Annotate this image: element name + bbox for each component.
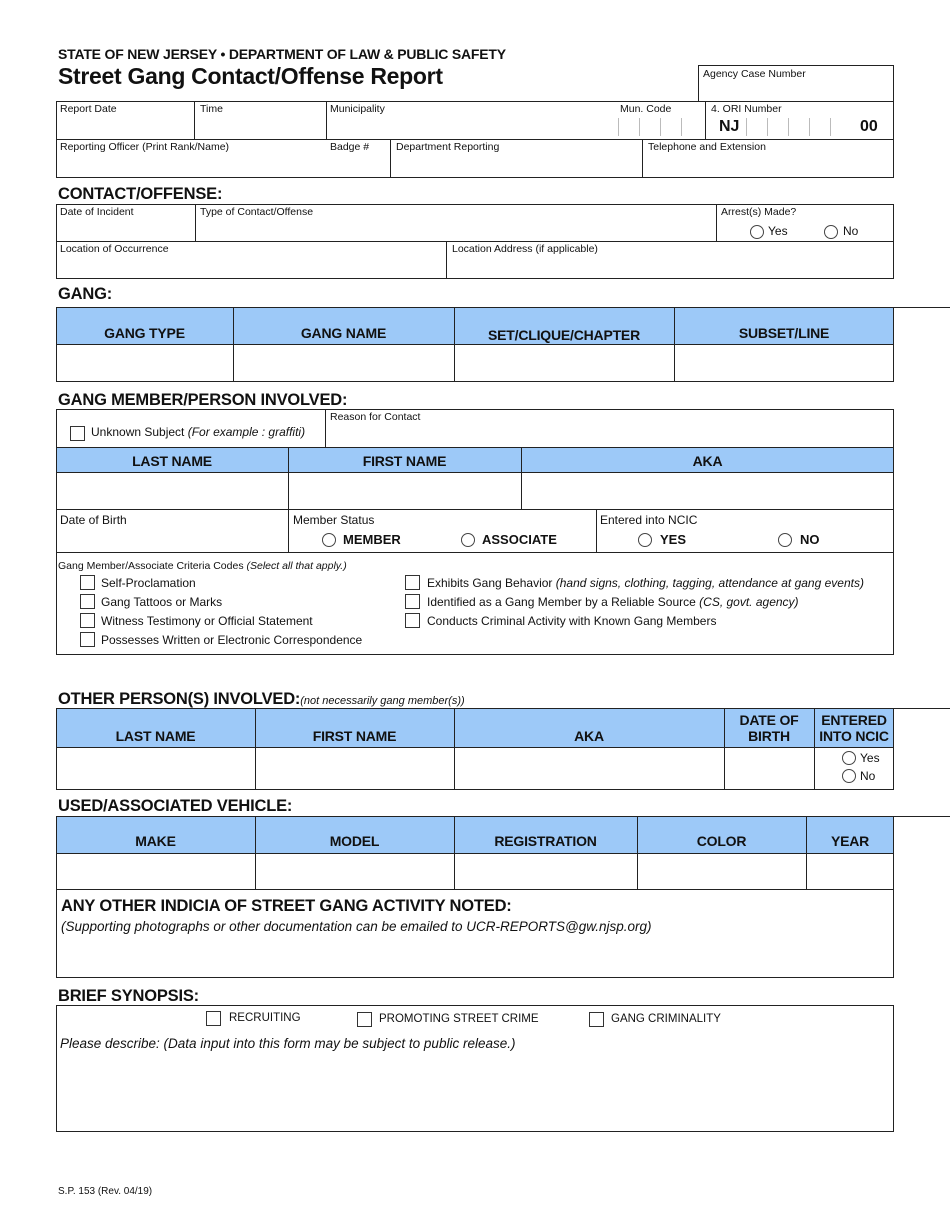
indicia-heading: ANY OTHER INDICIA OF STREET GANG ACTIVITY NOTED: <box>61 897 512 915</box>
other-aka-header: AKA <box>574 728 604 744</box>
subset-line-field[interactable] <box>675 345 893 381</box>
member-first-name-field[interactable] <box>289 473 520 508</box>
report-date-label: Report Date <box>60 103 117 115</box>
set-clique-chapter-header: SET/CLIQUE/CHAPTER <box>488 327 640 343</box>
form-number: S.P. 153 (Rev. 04/19) <box>58 1186 153 1197</box>
criteria-correspondence-checkbox[interactable] <box>80 632 95 647</box>
other-last-name-field[interactable] <box>57 748 254 789</box>
subset-line-header: SUBSET/LINE <box>738 325 830 341</box>
location-address-label: Location Address (if applicable) <box>452 243 598 255</box>
arrests-yes-radio[interactable] <box>750 225 764 239</box>
reporting-officer-label: Reporting Officer (Print Rank/Name) <box>60 141 230 153</box>
reason-for-contact-field[interactable] <box>326 424 893 446</box>
other-ncic-yes-radio[interactable] <box>842 751 856 765</box>
agency-heading: STATE OF NEW JERSEY • DEPARTMENT OF LAW & PUBLIC SAFETY <box>58 46 506 62</box>
vehicle-color-header: COLOR <box>696 833 747 849</box>
criteria-reliable-source-label: Identified as a Gang Member by a Reliable Source (CS, govt. agency) <box>427 595 799 609</box>
synopsis-recruiting-checkbox[interactable] <box>206 1011 221 1026</box>
criteria-self-proclamation-checkbox[interactable] <box>80 575 95 590</box>
synopsis-heading: BRIEF SYNOPSIS: <box>58 987 199 1005</box>
vehicle-model-field[interactable] <box>256 854 453 889</box>
other-ncic-yes-label: Yes <box>860 751 880 765</box>
member-status-associate-label: ASSOCIATE <box>482 532 557 547</box>
criteria-codes-label: Gang Member/Associate Criteria Codes (Select all that apply.) <box>58 560 347 572</box>
arrests-no-label: No <box>843 224 859 238</box>
criteria-witness-checkbox[interactable] <box>80 613 95 628</box>
gang-heading: GANG: <box>58 285 112 303</box>
other-aka-field[interactable] <box>455 748 723 789</box>
reporting-officer-field[interactable] <box>57 154 327 177</box>
member-aka-header: AKA <box>692 453 723 469</box>
vehicle-registration-header: REGISTRATION <box>494 833 597 849</box>
vehicle-make-header: MAKE <box>135 833 176 849</box>
other-first-name-field[interactable] <box>256 748 453 789</box>
criteria-behavior-label: Exhibits Gang Behavior (hand signs, clothing, tagging, attendance at gang events) <box>427 576 864 590</box>
ori-suffix: 00 <box>860 118 878 135</box>
unknown-subject-checkbox[interactable] <box>70 426 85 441</box>
department-reporting-label: Department Reporting <box>396 141 500 153</box>
gang-type-header: GANG TYPE <box>104 325 185 341</box>
synopsis-promoting-crime-checkbox[interactable] <box>357 1012 372 1027</box>
type-of-contact-label: Type of Contact/Offense <box>200 206 314 218</box>
gang-type-field[interactable] <box>57 345 232 381</box>
vehicle-make-field[interactable] <box>57 854 254 889</box>
reason-for-contact-label: Reason for Contact <box>330 411 421 423</box>
synopsis-describe-note: Please describe: (Data input into this form may be subject to public release.) <box>60 1036 516 1051</box>
criteria-tattoos-checkbox[interactable] <box>80 594 95 609</box>
vehicle-model-header: MODEL <box>329 833 380 849</box>
telephone-label: Telephone and Extension <box>648 141 766 153</box>
report-date-field[interactable] <box>57 116 193 138</box>
agency-case-number-label: Agency Case Number <box>703 68 806 80</box>
vehicle-year-header: YEAR <box>830 833 870 849</box>
location-address-field[interactable] <box>447 256 893 278</box>
synopsis-gang-criminality-label: GANG CRIMINALITY <box>611 1013 721 1025</box>
form-title: Street Gang Contact/Offense Report <box>58 63 443 89</box>
synopsis-promoting-crime-label: PROMOTING STREET CRIME <box>379 1013 539 1025</box>
other-ncic-no-label: No <box>860 769 876 783</box>
criteria-behavior-checkbox[interactable] <box>405 575 420 590</box>
criteria-reliable-source-checkbox[interactable] <box>405 594 420 609</box>
time-label: Time <box>200 103 223 115</box>
time-field[interactable] <box>195 116 325 138</box>
mun-code-field[interactable] <box>618 118 704 138</box>
member-last-name-field[interactable] <box>57 473 287 508</box>
other-first-name-header: FIRST NAME <box>312 728 397 744</box>
arrests-no-radio[interactable] <box>824 225 838 239</box>
arrests-made-label: Arrest(s) Made? <box>721 206 797 218</box>
criteria-criminal-activity-checkbox[interactable] <box>405 613 420 628</box>
agency-case-number-field[interactable] <box>698 65 894 102</box>
telephone-field[interactable] <box>643 154 893 177</box>
member-status-associate-radio[interactable] <box>461 533 475 547</box>
criteria-correspondence-label: Possesses Written or Electronic Correspondence <box>101 633 363 647</box>
vehicle-registration-field[interactable] <box>455 854 636 889</box>
badge-label: Badge # <box>330 141 370 153</box>
location-of-occurrence-label: Location of Occurrence <box>60 243 169 255</box>
date-of-birth-field[interactable] <box>57 528 287 551</box>
criteria-self-proclamation-label: Self-Proclamation <box>101 576 196 590</box>
synopsis-recruiting-label: RECRUITING <box>229 1012 301 1024</box>
gang-name-header: GANG NAME <box>300 325 387 341</box>
other-ncic-header: ENTERED INTO NCIC <box>819 712 889 744</box>
ncic-yes-label: YES <box>660 532 687 547</box>
type-of-contact-field[interactable] <box>196 219 715 240</box>
criteria-tattoos-label: Gang Tattoos or Marks <box>101 595 223 609</box>
vehicle-year-field[interactable] <box>807 854 893 889</box>
ncic-yes-radio[interactable] <box>638 533 652 547</box>
entered-ncic-label: Entered into NCIC <box>600 513 698 527</box>
member-status-member-label: MEMBER <box>343 532 401 547</box>
indicia-block[interactable] <box>56 889 894 978</box>
municipality-field[interactable] <box>327 116 617 138</box>
ori-number-label: 4. ORI Number <box>711 103 782 115</box>
ncic-no-label: NO <box>800 532 820 547</box>
member-last-name-header: LAST NAME <box>132 453 212 469</box>
member-first-name-header: FIRST NAME <box>362 453 447 469</box>
criteria-witness-label: Witness Testimony or Official Statement <box>101 614 313 628</box>
criteria-criminal-activity-label: Conducts Criminal Activity with Known Gang Members <box>427 614 717 628</box>
synopsis-gang-criminality-checkbox[interactable] <box>589 1012 604 1027</box>
vehicle-heading: USED/ASSOCIATED VEHICLE: <box>58 797 293 815</box>
unknown-subject-label: Unknown Subject (For example : graffiti) <box>91 425 306 439</box>
arrests-yes-label: Yes <box>768 224 788 238</box>
date-of-incident-label: Date of Incident <box>60 206 134 218</box>
member-status-member-radio[interactable] <box>322 533 336 547</box>
ori-prefix: NJ <box>719 118 740 135</box>
vehicle-color-field[interactable] <box>638 854 805 889</box>
other-dob-header: DATE OF BIRTH <box>739 712 799 744</box>
mun-code-label: Mun. Code <box>620 103 672 115</box>
gang-name-field[interactable] <box>234 345 453 381</box>
badge-field[interactable] <box>328 154 389 177</box>
location-of-occurrence-field[interactable] <box>57 256 445 278</box>
ncic-no-radio[interactable] <box>778 533 792 547</box>
other-last-name-header: LAST NAME <box>115 728 196 744</box>
member-status-label: Member Status <box>293 513 375 527</box>
member-aka-field[interactable] <box>522 473 893 508</box>
contact-offense-heading: CONTACT/OFFENSE: <box>58 185 223 203</box>
indicia-note: (Supporting photographs or other documentation can be emailed to UCR-REPORTS@gw.njsp.org) <box>61 919 652 934</box>
department-reporting-field[interactable] <box>391 154 641 177</box>
ori-number-field[interactable] <box>706 116 893 138</box>
other-ncic-no-radio[interactable] <box>842 769 856 783</box>
municipality-label: Municipality <box>330 103 385 115</box>
set-clique-chapter-field[interactable] <box>455 345 673 381</box>
gang-member-heading: GANG MEMBER/PERSON INVOLVED: <box>58 391 348 409</box>
date-of-incident-field[interactable] <box>57 219 194 240</box>
other-dob-field[interactable] <box>725 748 813 789</box>
date-of-birth-label: Date of Birth <box>60 513 127 527</box>
other-persons-heading: OTHER PERSON(S) INVOLVED:(not necessarily gang member(s)) <box>58 690 465 708</box>
